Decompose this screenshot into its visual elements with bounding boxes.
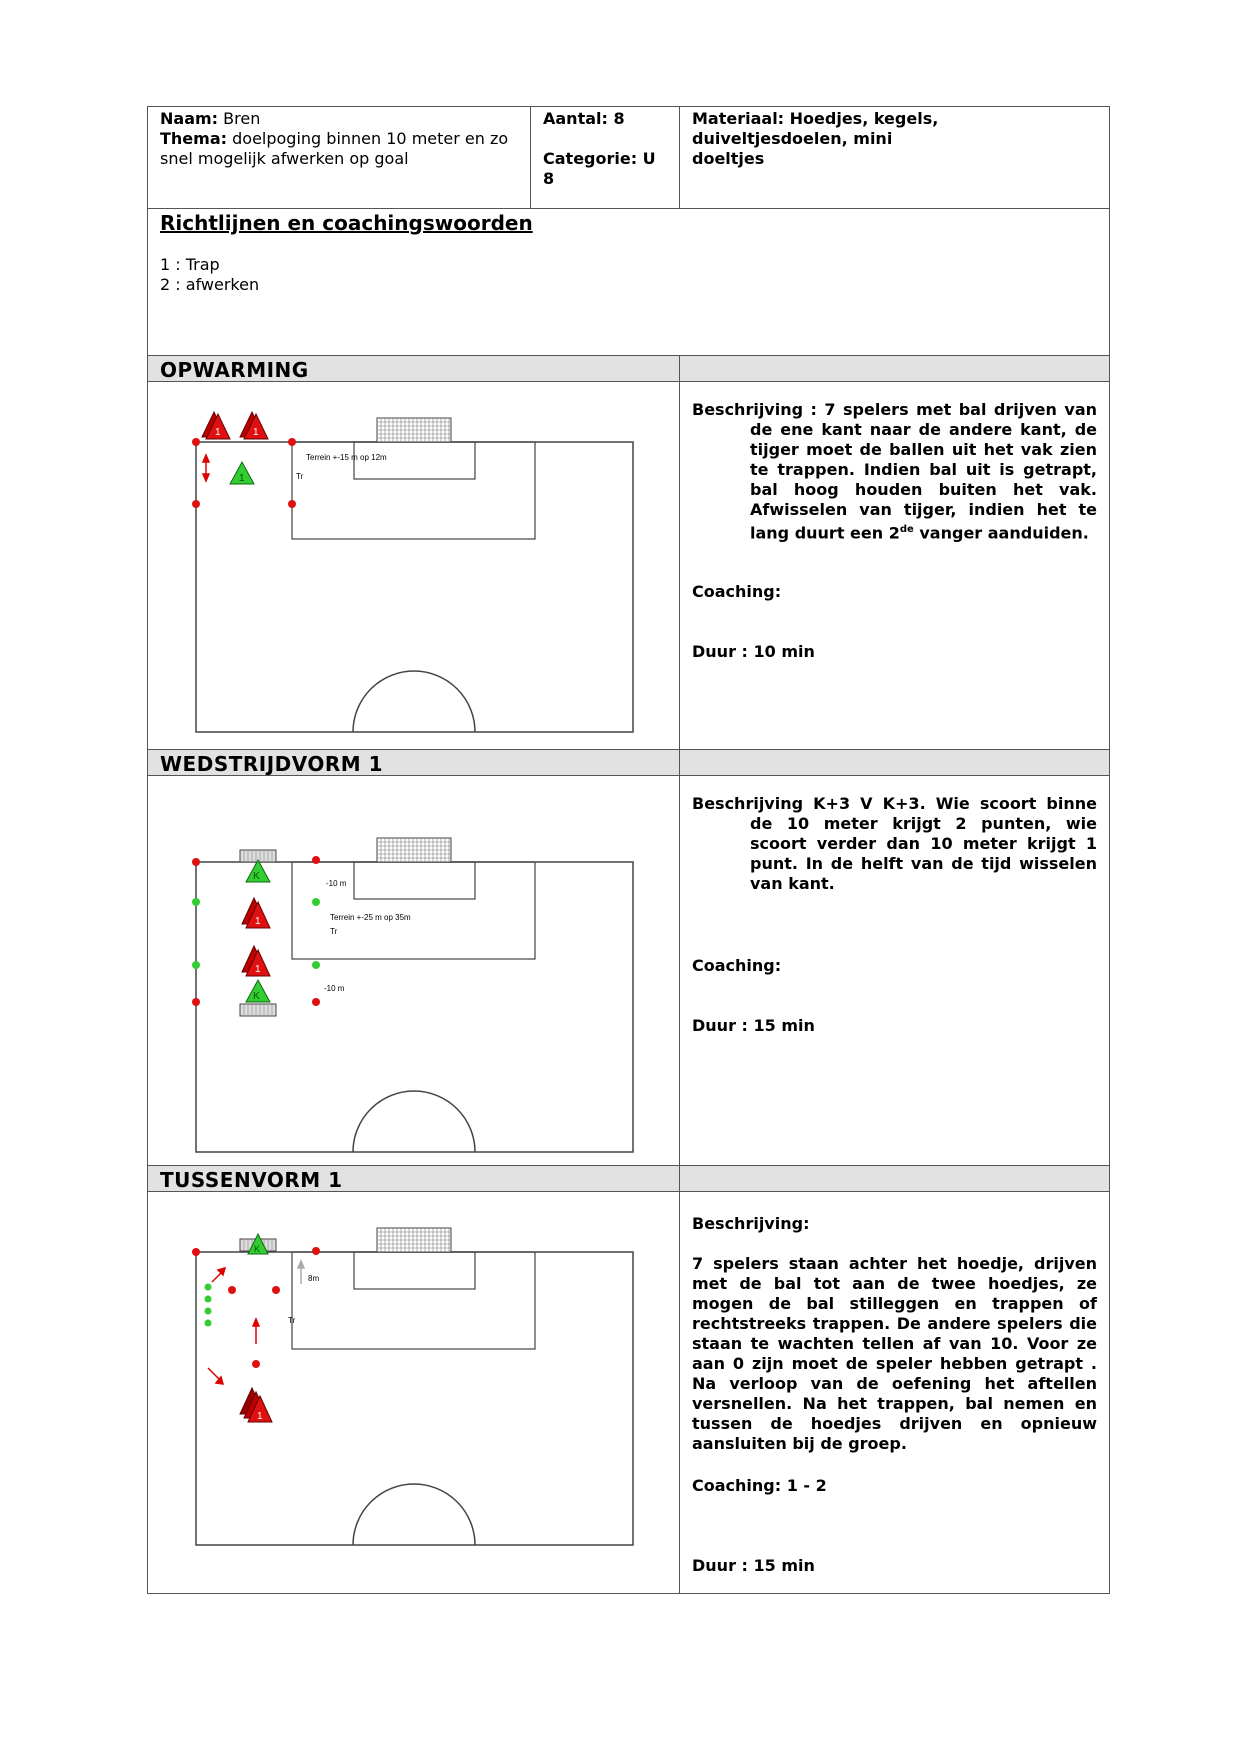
- svg-text:1: 1: [239, 473, 245, 484]
- cone-red: [312, 998, 320, 1006]
- cone-red: [312, 1247, 320, 1255]
- tussenvorm-header-right: [679, 1165, 1110, 1192]
- richtlijn-item: 1 : Trap: [160, 255, 220, 274]
- opwarming-header-right: [679, 355, 1110, 382]
- tiger-arrow-icon: [203, 455, 209, 481]
- cone-red: [252, 1360, 260, 1368]
- goal-box: [354, 1252, 475, 1289]
- cone-red: [192, 500, 200, 508]
- trainer-label: Tr: [288, 1316, 296, 1325]
- wedstrijdvorm-header: [147, 749, 680, 776]
- naam-value: Bren: [223, 109, 261, 128]
- header-materiaal-cell: [679, 106, 1110, 209]
- wedstrijdvorm-field-diagram: [148, 776, 679, 1165]
- waiting-player-green: [205, 1308, 212, 1315]
- waiting-player-green: [205, 1284, 212, 1291]
- player-group-red: [240, 1388, 272, 1422]
- session-sheet: [147, 106, 1110, 1594]
- cone-red: [192, 998, 200, 1006]
- ten-meter-label: -10 m: [324, 984, 345, 993]
- terrain-label: Terrein +-15 m op 12m: [306, 453, 387, 462]
- center-arc: [353, 1484, 475, 1545]
- cone-red: [312, 856, 320, 864]
- cone-green: [312, 898, 320, 906]
- cone-green: [312, 961, 320, 969]
- svg-text:1: 1: [257, 1411, 263, 1422]
- categorie-value: Categorie: U 8: [543, 149, 656, 188]
- section-title: TUSSENVORM 1: [160, 1168, 343, 1192]
- header-aantal-cell: [530, 106, 680, 209]
- tussenvorm-field-diagram: [148, 1192, 679, 1593]
- wedstrijdvorm-description: Beschrijving K+3 V K+3. Wie scoort binne de 10 meter krijgt 2 punten, wie scoort verder dan 10 meter krijgt 1 punt. In de helft van de tijd wisselen van kant.: [692, 794, 1097, 893]
- wedstrijdvorm-diagram-cell: [147, 775, 680, 1166]
- opwarming-duur: Duur : 10 min: [692, 642, 815, 661]
- section-title: WEDSTRIJDVORM 1: [160, 752, 384, 776]
- svg-text:1: 1: [255, 916, 261, 927]
- wedstrijdvorm-duur: Duur : 15 min: [692, 1016, 815, 1035]
- opwarming-text-cell: [679, 381, 1110, 750]
- cone-red: [228, 1286, 236, 1294]
- arrow-icon: [208, 1368, 223, 1384]
- svg-text:K: K: [253, 991, 260, 1002]
- naam-label: Naam:: [160, 109, 219, 128]
- svg-text:1: 1: [253, 427, 259, 438]
- opwarming-field-diagram: [148, 382, 679, 749]
- cone-green: [192, 898, 200, 906]
- goal-net: [377, 418, 451, 442]
- cone-red: [192, 1248, 200, 1256]
- cone-green: [192, 961, 200, 969]
- cone-red: [288, 500, 296, 508]
- tiger-player-green: [230, 462, 254, 484]
- trainer-label: Tr: [296, 472, 304, 481]
- header-naam-cell: [147, 106, 531, 209]
- cone-red: [272, 1286, 280, 1294]
- distance-arrow-icon: [298, 1261, 304, 1284]
- trainer-label: Tr: [330, 927, 338, 936]
- tussenvorm-coaching: Coaching: 1 - 2: [692, 1476, 827, 1495]
- goal-net: [377, 838, 451, 862]
- thema-label: Thema:: [160, 129, 228, 148]
- player-group-red: [202, 412, 268, 439]
- player-group-red: [242, 946, 270, 976]
- arrow-icon: [253, 1319, 259, 1344]
- section-title: OPWARMING: [160, 358, 309, 382]
- penalty-box: [292, 1252, 535, 1349]
- opwarming-header: [147, 355, 680, 382]
- tussenvorm-duur: Duur : 15 min: [692, 1556, 815, 1575]
- cone-red: [192, 858, 200, 866]
- goal-net: [377, 1228, 451, 1252]
- tussenvorm-text-cell: [679, 1191, 1110, 1594]
- penalty-box: [292, 862, 535, 959]
- opwarming-description: Beschrijving : 7 spelers met bal drijven van de ene kant naar de andere kant, de tijger moet de ballen uit het vak zien te trappen. Indien bal uit is getrapt, bal hoog houden buiten het vak. Afwisselen van tijger, indien het te lang duurt een 2de vanger aanduiden.: [692, 400, 1097, 543]
- tussenvorm-description: 7 spelers staan achter het hoedje, drijven met de bal tot aan de twee hoedjes, ze mogen de bal stilleggen en trappen of rechtstreeks trappen. De andere spelers die staan te wachten tellen af van 10. Voor ze aan 0 zijn moet de speler hebben getrapt . Na verloop van de oefening het aftellen versnellen. Na het trappen, bal nemen en tussen de hoedjes drijven en opnieuw aansluiten bij de groep.: [692, 1254, 1097, 1453]
- wedstrijdvorm-header-right: [679, 749, 1110, 776]
- svg-text:1: 1: [255, 964, 261, 975]
- waiting-player-green: [205, 1296, 212, 1303]
- player-group-red: [242, 898, 270, 928]
- center-arc: [353, 1091, 475, 1152]
- thema-value: doelpoging binnen 10 meter en zo snel mogelijk afwerken op goal: [160, 129, 509, 168]
- tussenvorm-diagram-cell: [147, 1191, 680, 1594]
- opwarming-coaching: Coaching:: [692, 582, 782, 601]
- wedstrijdvorm-text-cell: [679, 775, 1110, 1166]
- mini-goal: [240, 1004, 276, 1016]
- cone-red: [192, 438, 200, 446]
- aantal-value: Aantal: 8: [543, 109, 625, 128]
- richtlijnen-title: Richtlijnen en coachingswoorden: [160, 211, 533, 235]
- arrow-icon: [212, 1268, 225, 1282]
- cone-red: [288, 438, 296, 446]
- keeper-green: [246, 980, 270, 1002]
- waiting-player-green: [205, 1320, 212, 1327]
- svg-text:1: 1: [215, 427, 221, 438]
- svg-text:K: K: [253, 871, 260, 882]
- richtlijn-item: 2 : afwerken: [160, 275, 260, 294]
- tussenvorm-description-title: Beschrijving:: [692, 1214, 810, 1233]
- tussenvorm-header: [147, 1165, 680, 1192]
- eight-meter-label: 8m: [308, 1274, 320, 1283]
- goal-box: [354, 862, 475, 899]
- wedstrijdvorm-coaching: Coaching:: [692, 956, 782, 975]
- opwarming-diagram-cell: [147, 381, 680, 750]
- richtlijnen-cell: [147, 208, 1110, 356]
- terrain-label: Terrein +-25 m op 35m: [330, 913, 411, 922]
- field-outline: [196, 442, 633, 732]
- keeper-green: [246, 860, 270, 882]
- svg-text:K: K: [254, 1244, 261, 1254]
- ten-meter-label: -10 m: [326, 879, 347, 888]
- materiaal-value: Materiaal: Hoedjes, kegels, duiveltjesdoelen, mini doeltjes: [692, 109, 939, 168]
- center-arc: [353, 671, 475, 732]
